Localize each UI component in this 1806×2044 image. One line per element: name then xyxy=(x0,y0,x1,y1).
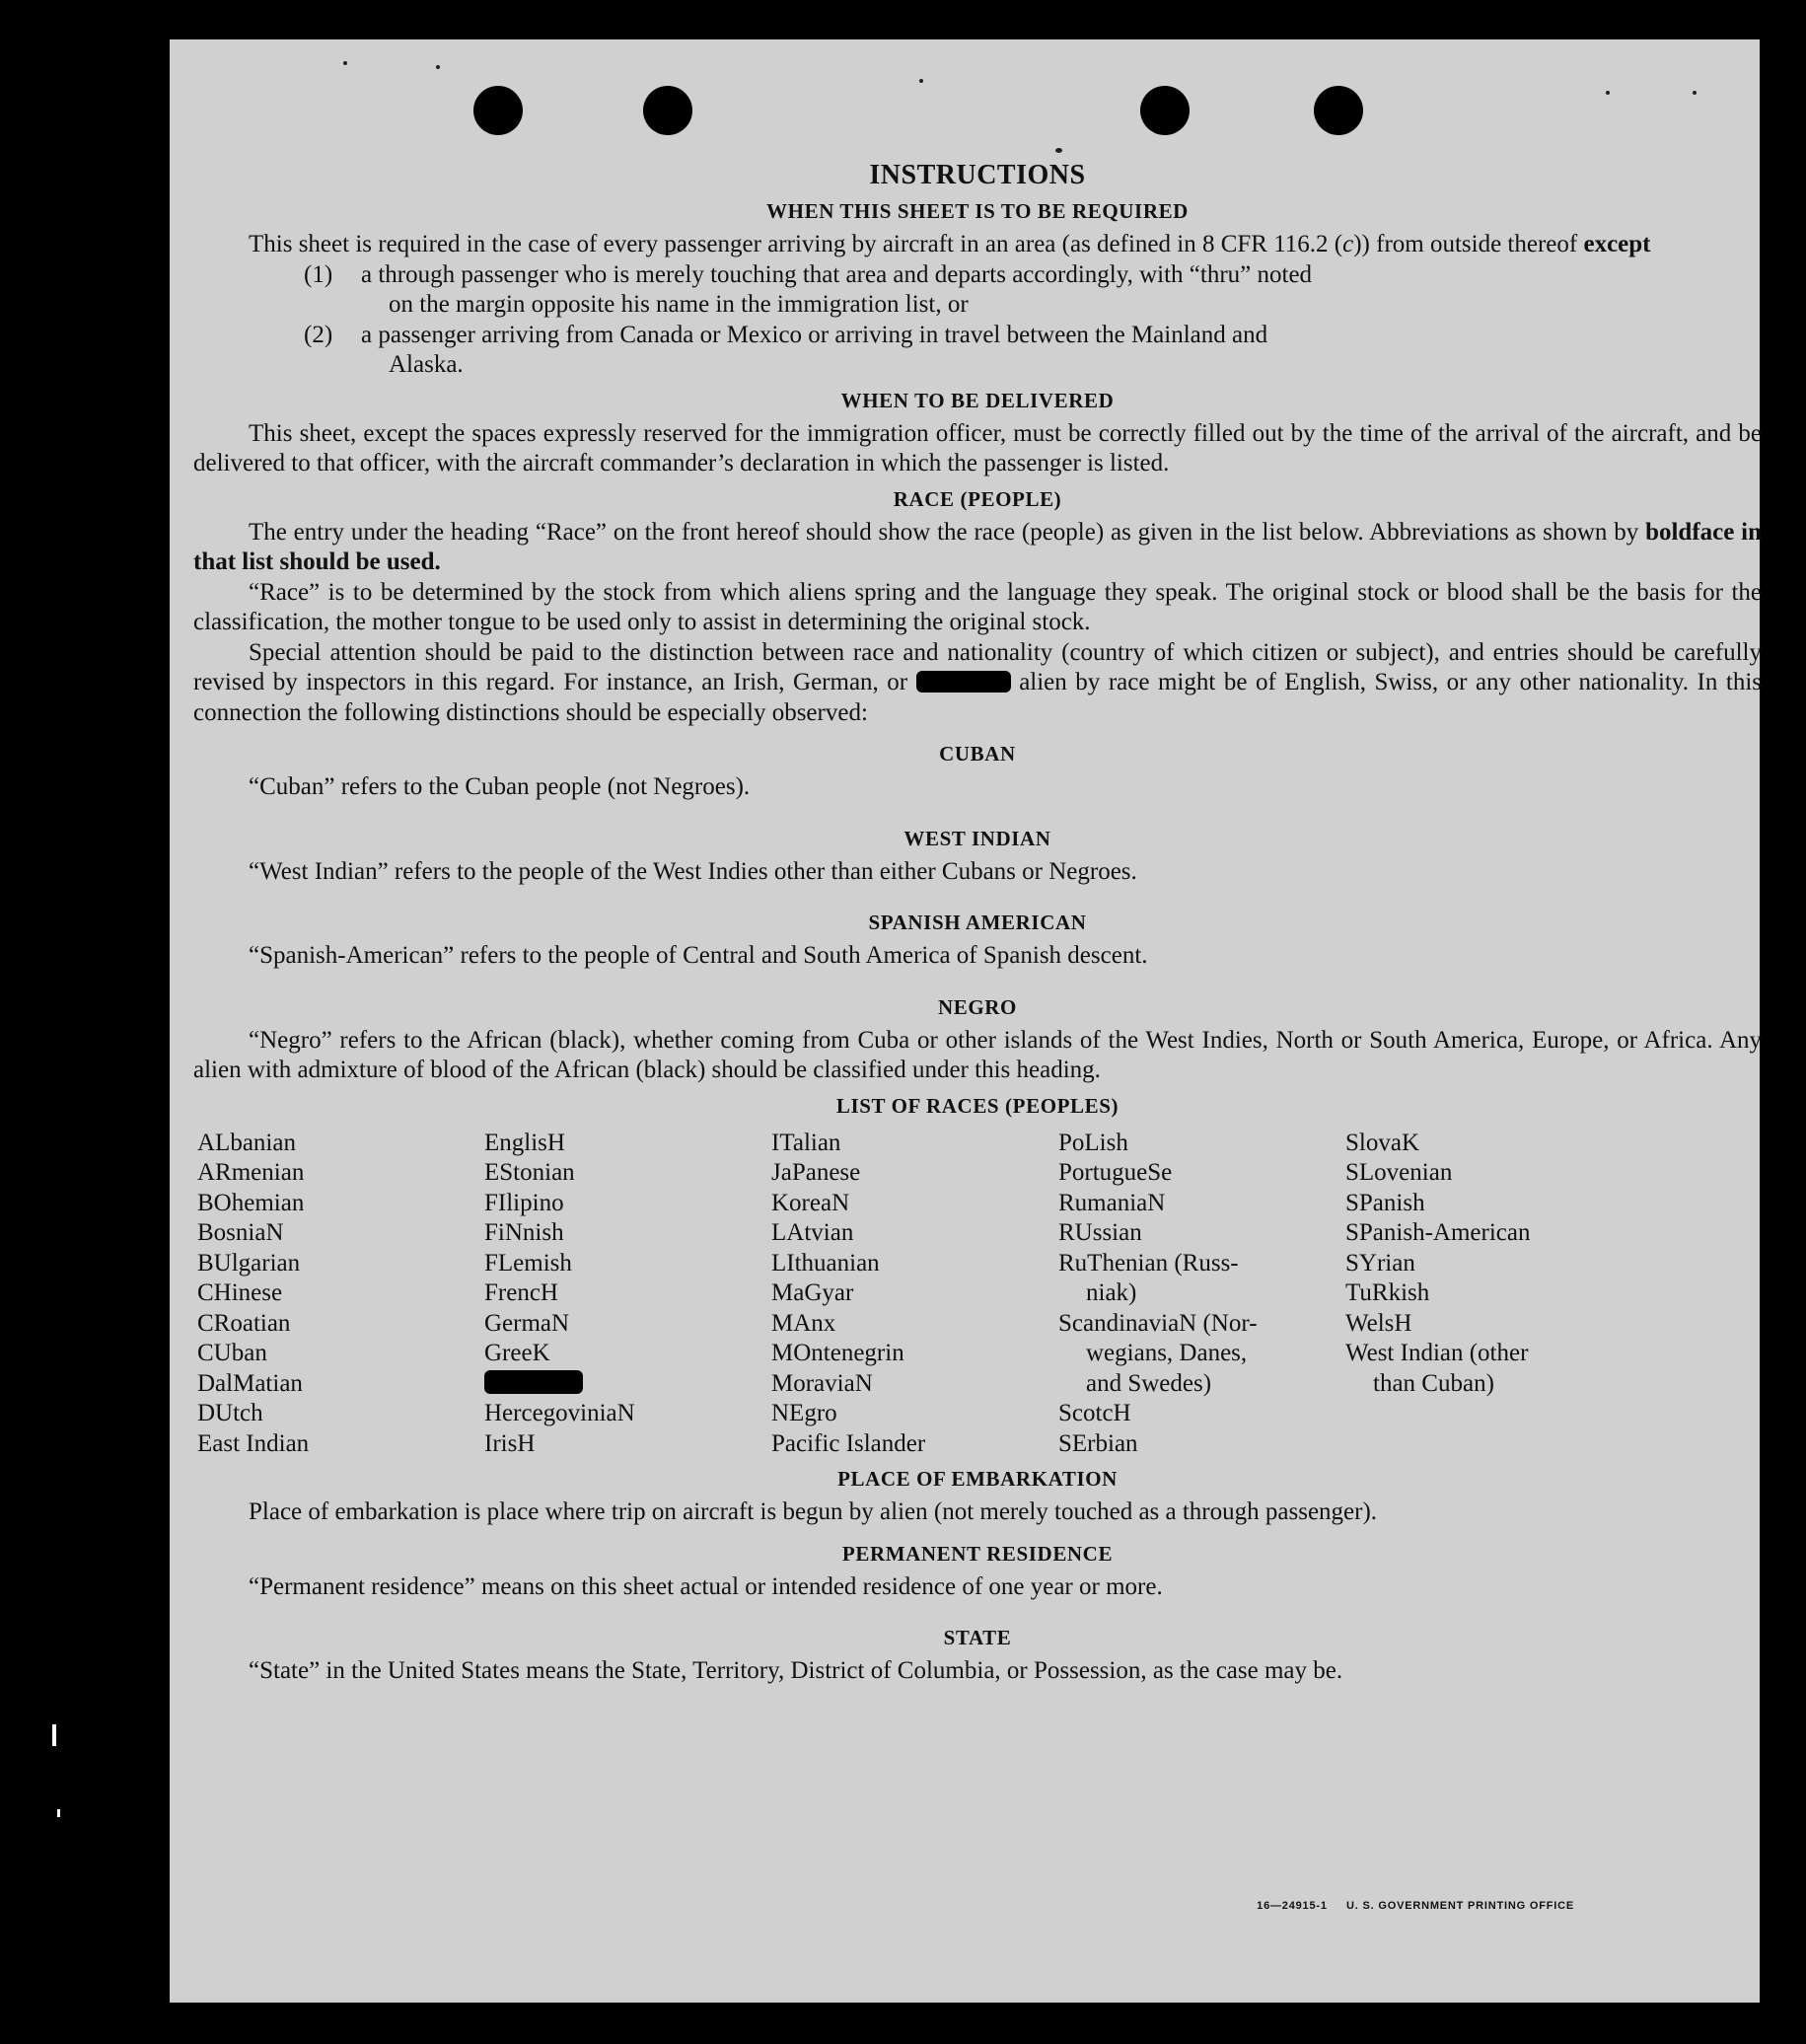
race-entry: WelsH xyxy=(1345,1309,1412,1337)
race-column xyxy=(771,1129,1058,1460)
intro-text: This sheet is required in the case of every passenger arriving by aircraft in an area (as defined in 8 CFR 116.2 ( xyxy=(249,231,1343,257)
race-entry: LAtvian xyxy=(771,1219,854,1246)
race-entry: CHinese xyxy=(197,1279,283,1306)
race-entry: RumaniaN xyxy=(1058,1189,1166,1216)
section-heading-spanish-american: SPANISH AMERICAN xyxy=(868,911,1087,934)
race-entry: niak) xyxy=(1086,1279,1137,1306)
item-text: a passenger arriving from Canada or Mexico or arriving in travel between the Mainland and xyxy=(361,321,1268,348)
race-entry: FLemish xyxy=(484,1249,572,1277)
race-entry: FrencH xyxy=(484,1279,558,1306)
race-entry: KoreaN xyxy=(771,1189,850,1216)
race-entry: ITalian xyxy=(771,1129,841,1156)
race-bold: boldface xyxy=(1645,518,1735,546)
scan-artifact xyxy=(57,1809,60,1817)
negro-text: “Negro” refers to the African (black), whether coming from Cuba or other islands of the West Indies, North or South America, Europe, or Africa. Any alien with admixture of blood of the African (black) should be classified under this heading. xyxy=(193,1026,1762,1083)
section-heading-state: STATE xyxy=(943,1626,1012,1649)
race-entry: wegians, Danes, xyxy=(1086,1340,1248,1366)
race-entry: TuRkish xyxy=(1345,1279,1430,1306)
race-entry: SLovenian xyxy=(1345,1159,1453,1186)
race-text: Special attention should be paid to the distinction between race and nationality (country of which citizen or subject), and entries should be carefully revised by inspectors in this regard. For instance, an Irish, German, or xyxy=(193,638,1762,695)
intro-text: )) from outside thereof xyxy=(1353,231,1584,257)
item-text: Alaska. xyxy=(389,351,464,378)
section-heading-cuban: CUBAN xyxy=(939,742,1016,766)
form-code: 16—24915-1 xyxy=(1257,1900,1328,1912)
intro-italic: c xyxy=(1342,231,1354,257)
paper-speck xyxy=(1693,91,1697,95)
race-entry: RuThenian (Russ- xyxy=(1058,1249,1239,1277)
race-entry: PoLish xyxy=(1058,1129,1128,1156)
paper-speck xyxy=(1606,91,1610,95)
race-list xyxy=(197,1129,1762,1460)
item-number: (2) xyxy=(304,321,333,348)
section-heading-negro: NEGRO xyxy=(937,994,1017,1019)
race-column xyxy=(197,1129,484,1460)
race-paragraph-2: “Race” is to be determined by the stock from which aliens spring and the language they speak. The original stock or blood shall be the basis for the classification, the mother tongue to be used only to assist in determining the original stock. xyxy=(193,578,1762,635)
race-entry: ALbanian xyxy=(197,1129,296,1156)
printer-credit: U. S. GOVERNMENT PRINTING OFFICE xyxy=(1346,1900,1574,1912)
race-entry: than Cuban) xyxy=(1373,1369,1494,1397)
race-entry: ScandinaviaN (Nor- xyxy=(1058,1309,1258,1337)
section-heading-required: WHEN THIS SHEET IS TO BE REQUIRED xyxy=(766,199,1189,223)
race-entry: CRoatian xyxy=(197,1309,291,1337)
item-text: a through passenger who is merely touching that area and departs accordingly, with “thru” noted xyxy=(361,260,1313,288)
punch-hole xyxy=(1314,86,1363,135)
item-number: (1) xyxy=(304,260,333,288)
race-entry: RUssian xyxy=(1058,1219,1142,1246)
west-indian-text: “West Indian” refers to the people of the West Indies other than either Cubans or Negroes. xyxy=(249,857,1137,885)
race-entry: CUban xyxy=(197,1340,267,1366)
race-entry: DUtch xyxy=(197,1400,263,1426)
section-heading-residence: PERMANENT RESIDENCE xyxy=(841,1541,1114,1566)
section-heading-west-indian: WEST INDIAN xyxy=(903,826,1051,850)
embarkation-text: Place of embarkation is place where trip on aircraft is begun by alien (not merely touched as a through passenger). xyxy=(249,1498,1378,1525)
instructions-content xyxy=(193,160,1762,1687)
race-column xyxy=(1345,1129,1632,1460)
race-column xyxy=(484,1129,771,1460)
section-heading-embarkation: PLACE OF EMBARKATION xyxy=(837,1467,1118,1491)
race-paragraph-1 xyxy=(193,518,1762,578)
exception-item-1 xyxy=(193,260,1762,321)
race-entry: NEgro xyxy=(771,1400,837,1426)
race-entry: GreeK xyxy=(484,1340,550,1366)
cuban-text: “Cuban” refers to the Cuban people (not Negroes). xyxy=(249,773,751,800)
race-entry: MAnx xyxy=(771,1309,836,1337)
race-entry: ScotcH xyxy=(1058,1400,1131,1426)
race-entry: FIlipino xyxy=(484,1189,564,1216)
race-entry: MoraviaN xyxy=(771,1369,873,1397)
punch-hole xyxy=(1140,86,1190,135)
race-entry: MaGyar xyxy=(771,1279,854,1306)
printing-footer xyxy=(1257,1900,1574,1912)
paper-speck xyxy=(919,79,923,83)
spanish-american-text: “Spanish-American” refers to the people of Central and South America of Spanish descent. xyxy=(249,942,1148,969)
race-entry: PortugueSe xyxy=(1058,1159,1173,1186)
race-entry: SlovaK xyxy=(1345,1129,1419,1156)
race-entry: FiNnish xyxy=(484,1219,564,1246)
paper-speck xyxy=(343,61,347,65)
race-entry-redacted xyxy=(484,1369,771,1400)
document-sheet xyxy=(170,39,1763,2003)
punch-hole xyxy=(643,86,692,135)
redaction-mark xyxy=(916,671,1011,693)
race-entry: JaPanese xyxy=(771,1159,861,1186)
race-bold: in that list should be used. xyxy=(193,518,1762,575)
race-text: The entry under the heading “Race” on the front hereof should show the race (people) as given in the list below. Abbreviations as shown by xyxy=(249,518,1646,546)
race-entry: ARmenian xyxy=(197,1159,305,1186)
race-entry: GermaN xyxy=(484,1309,570,1337)
race-entry: EStonian xyxy=(484,1159,575,1186)
intro-except: except xyxy=(1583,231,1651,257)
race-entry: Pacific Islander xyxy=(771,1429,926,1457)
race-entry: SYrian xyxy=(1345,1249,1415,1277)
redaction-mark xyxy=(484,1370,583,1394)
race-entry: LIthuanian xyxy=(771,1249,880,1277)
race-entry: HercegoviniaN xyxy=(484,1400,635,1426)
race-entry: SPanish-American xyxy=(1345,1219,1531,1246)
race-entry: DalMatian xyxy=(197,1369,303,1397)
section-heading-race: RACE (PEOPLE) xyxy=(893,486,1062,511)
residence-text: “Permanent residence” means on this sheet actual or intended residence of one year or more. xyxy=(249,1572,1163,1600)
race-entry: SPanish xyxy=(1345,1189,1425,1216)
delivered-text: This sheet, except the spaces expressly reserved for the immigration officer, must be correctly filled out by the time of the arrival of the aircraft, and be delivered to that officer, with the aircraft commander’s declaration in which the passenger is listed. xyxy=(193,419,1762,476)
race-entry: MOntenegrin xyxy=(771,1340,904,1366)
race-column xyxy=(1058,1129,1345,1460)
paper-speck xyxy=(436,65,440,69)
race-entry: SErbian xyxy=(1058,1429,1138,1457)
race-text: alien by race might be of English, Swiss, or any other nationality. In this connection the following distinctions should be especially observed: xyxy=(193,669,1763,726)
section-heading-race-list: LIST OF RACES (PEOPLES) xyxy=(835,1093,1120,1118)
item-text: on the margin opposite his name in the immigration list, or xyxy=(389,291,969,318)
race-entry: IrisH xyxy=(484,1429,536,1457)
race-entry: BUlgarian xyxy=(197,1249,301,1277)
scan-artifact xyxy=(52,1724,56,1746)
punch-hole xyxy=(473,86,523,135)
exception-item-2 xyxy=(193,321,1762,381)
required-intro xyxy=(193,230,1762,260)
race-entry: East Indian xyxy=(197,1429,310,1457)
race-entry: BOhemian xyxy=(197,1189,305,1216)
race-paragraph-3 xyxy=(193,638,1762,729)
state-text: “State” in the United States means the State, Territory, District of Columbia, or Possession, as the case may be. xyxy=(249,1657,1343,1684)
paper-speck xyxy=(1055,148,1062,153)
race-entry: BosniaN xyxy=(197,1219,284,1246)
race-entry: EnglisH xyxy=(484,1129,565,1156)
page-title: INSTRUCTIONS xyxy=(869,160,1086,190)
race-entry: and Swedes) xyxy=(1086,1369,1212,1397)
race-entry: West Indian (other xyxy=(1345,1340,1529,1366)
section-heading-delivered: WHEN TO BE DELIVERED xyxy=(840,388,1115,412)
